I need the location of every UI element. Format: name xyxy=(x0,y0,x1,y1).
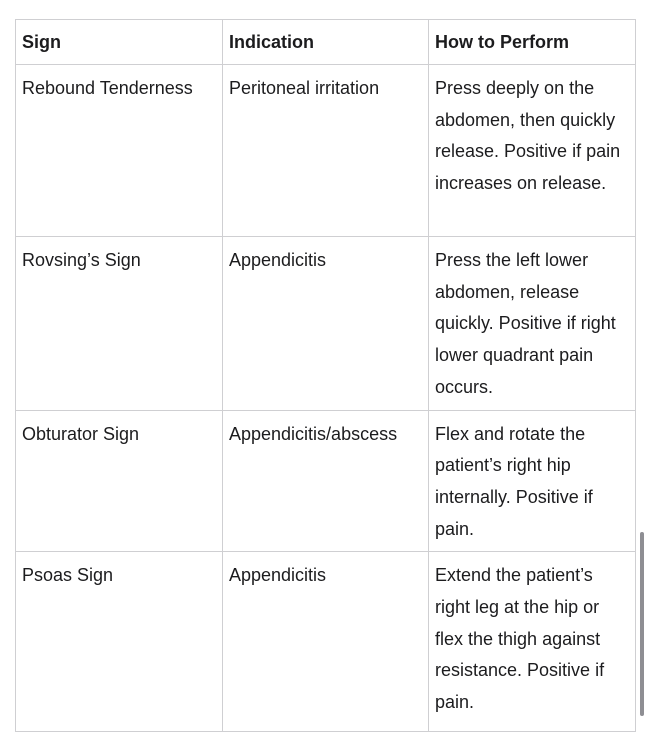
cell-sign: Obturator Sign xyxy=(16,410,223,552)
cell-how-to-perform: Press deeply on the abdomen, then quickly release. Positive if pain increases on release. xyxy=(429,65,636,237)
header-indication: Indication xyxy=(223,20,429,65)
clinical-signs-table xyxy=(15,19,636,732)
vertical-scrollbar[interactable] xyxy=(640,532,644,716)
cell-sign: Rebound Tenderness xyxy=(16,65,223,237)
cell-indication: Peritoneal irritation xyxy=(223,65,429,237)
cell-how-to-perform: Press the left lower abdomen, release quickly. Positive if right lower quadrant pain occurs. xyxy=(429,237,636,411)
cell-indication: Appendicitis xyxy=(223,237,429,411)
cell-indication: Appendicitis/abscess xyxy=(223,410,429,552)
cell-how-to-perform: Extend the patient’s right leg at the hip or flex the thigh against resistance. Positive if pain. xyxy=(429,552,636,732)
header-sign: Sign xyxy=(16,20,223,65)
cell-sign: Rovsing’s Sign xyxy=(16,237,223,411)
table-row xyxy=(16,410,636,552)
clinical-signs-table-container xyxy=(15,19,635,732)
table-row xyxy=(16,552,636,732)
header-how-to-perform: How to Perform xyxy=(429,20,636,65)
cell-indication: Appendicitis xyxy=(223,552,429,732)
cell-sign: Psoas Sign xyxy=(16,552,223,732)
table-row xyxy=(16,65,636,237)
table-row xyxy=(16,237,636,411)
cell-how-to-perform: Flex and rotate the patient’s right hip internally. Positive if pain. xyxy=(429,410,636,552)
table-header-row xyxy=(16,20,636,65)
